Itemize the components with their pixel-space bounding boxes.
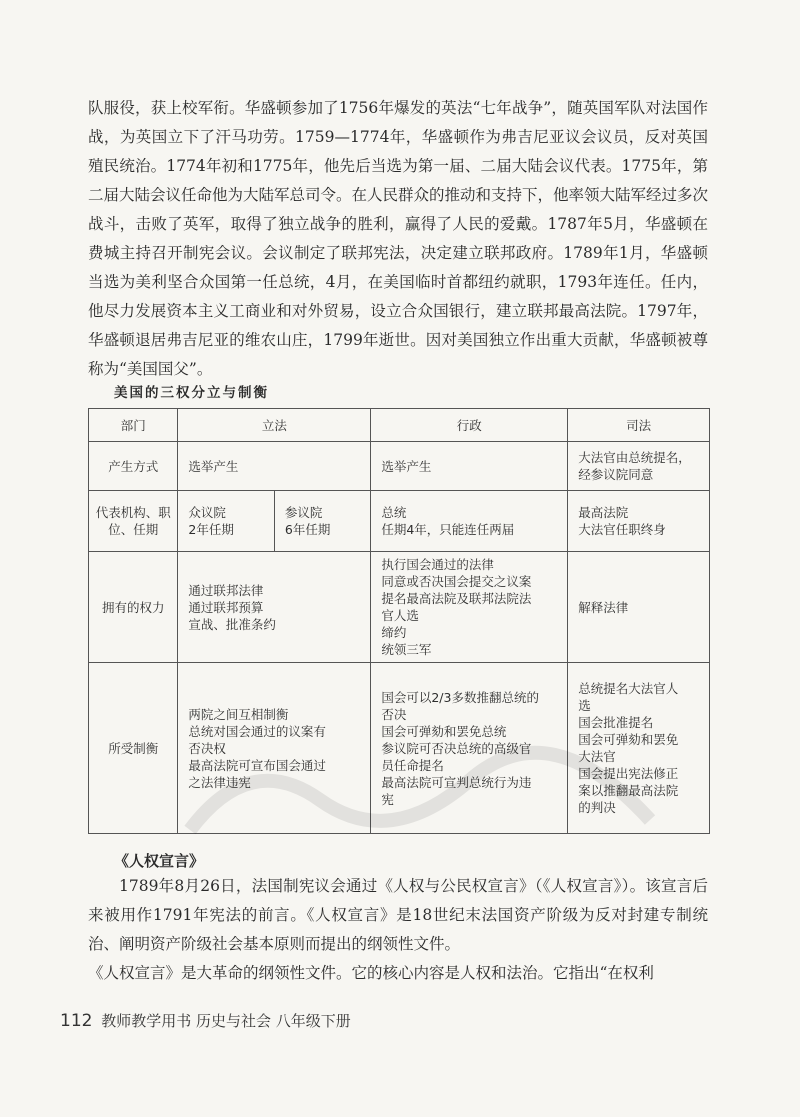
book-title: 教师教学用书 历史与社会 八年级下册: [101, 1012, 351, 1030]
cell-rep-executive: 总统 任期4年，只能连任两届: [371, 491, 568, 552]
section-body: [88, 872, 708, 988]
section-paragraph: 1789年8月26日，法国制宪议会通过《人权与公民权宣言》（《人权宣言》）。该宣言后来被用作1791年宪法的前言。《人权宣言》是18世纪末法国资产阶级为反对封建专制统治、阐明资产阶级社会基本原则而提出的纲领性文件。: [88, 877, 708, 953]
separation-of-powers-table: [88, 408, 710, 834]
cell-produce-executive: 选举产生: [371, 442, 568, 491]
cell-checks-judicial: 总统提名大法官人 选 国会批准提名 国会可弹劾和罢免 大法官 国会提出宪法修正 案以推翻最高法院 的判决: [568, 663, 710, 834]
table-row-representative: [89, 491, 710, 552]
row-label-powers: 拥有的权力: [89, 552, 178, 663]
cell-powers-judicial: 解释法律: [568, 552, 710, 663]
table-row-powers: [89, 552, 710, 663]
cell-produce-legislative: 选举产生: [178, 442, 371, 491]
cell-powers-legislative: 通过联邦法律 通过联邦预算 宣战、批准条约: [178, 552, 371, 663]
section-paragraph: 《人权宣言》是大革命的纲领性文件。它的核心内容是人权和法治。它指出“在权利: [88, 964, 654, 982]
page-footer: [60, 1010, 351, 1031]
header-executive: 行政: [371, 409, 568, 442]
table-row-produce: [89, 442, 710, 491]
cell-checks-legislative: 两院之间互相制衡 总统对国会通过的议案有 否决权 最高法院可宣布国会通过 之法律违宪: [178, 663, 371, 834]
header-judicial: 司法: [568, 409, 710, 442]
cell-produce-judicial: 大法官由总统提名， 经参议院同意: [568, 442, 710, 491]
header-dept: 部门: [89, 409, 178, 442]
row-label-checks: 所受制衡: [89, 663, 178, 834]
row-label-produce: 产生方式: [89, 442, 178, 491]
page-number: 112: [60, 1011, 93, 1031]
table-row-checks: [89, 663, 710, 834]
cell-senate: 参议院 6年任期: [274, 491, 370, 552]
cell-rep-judicial: 最高法院 大法官任职终身: [568, 491, 710, 552]
header-legislative: 立法: [178, 409, 371, 442]
table-caption: 美国的三权分立与制衡: [114, 385, 269, 401]
top-paragraph: 队服役，获上校军衔。华盛顿参加了1756年爆发的英法“七年战争”，随英国军队对法国作战，为英国立下了汗马功劳。1759—1774年，华盛顿作为弗吉尼亚议会议员，反对英国殖民统治。1774年初和1775年，他先后当选为第一届、二届大陆会议代表。1775年，第二届大陆会议任命他为大陆军总司令。在人民群众的推动和支持下，他率领大陆军经过多次战斗，击败了英军，取得了独立战争的胜利，赢得了人民的爱戴。1787年5月，华盛顿在费城主持召开制宪会议。会议制定了联邦宪法，决定建立联邦政府。1789年1月，华盛顿当选为美利坚合众国第一任总统，4月，在美国临时首都纽约就职，1793年连任。任内，他尽力发展资本主义工商业和对外贸易，设立合众国银行，建立联邦最高法院。1797年，华盛顿退居弗吉尼亚的维农山庄，1799年逝世。因对美国独立作出重大贡献，华盛顿被尊称为“美国国父”。: [88, 99, 709, 378]
section-title: 《人权宣言》: [114, 852, 205, 870]
cell-house: 众议院 2年任期: [178, 491, 274, 552]
cell-powers-executive: 执行国会通过的法律 同意或否决国会提交之议案 提名最高法院及联邦法院法 官人选 缔约 统领三军: [371, 552, 568, 663]
row-label-representative: 代表机构、职 位、任期: [89, 491, 178, 552]
cell-checks-executive: 国会可以2/3多数推翻总统的 否决 国会可弹劾和罢免总统 参议院可否决总统的高级官 员任命提名 最高法院可宣判总统行为违 宪: [371, 663, 568, 834]
table-header-row: [89, 409, 710, 442]
